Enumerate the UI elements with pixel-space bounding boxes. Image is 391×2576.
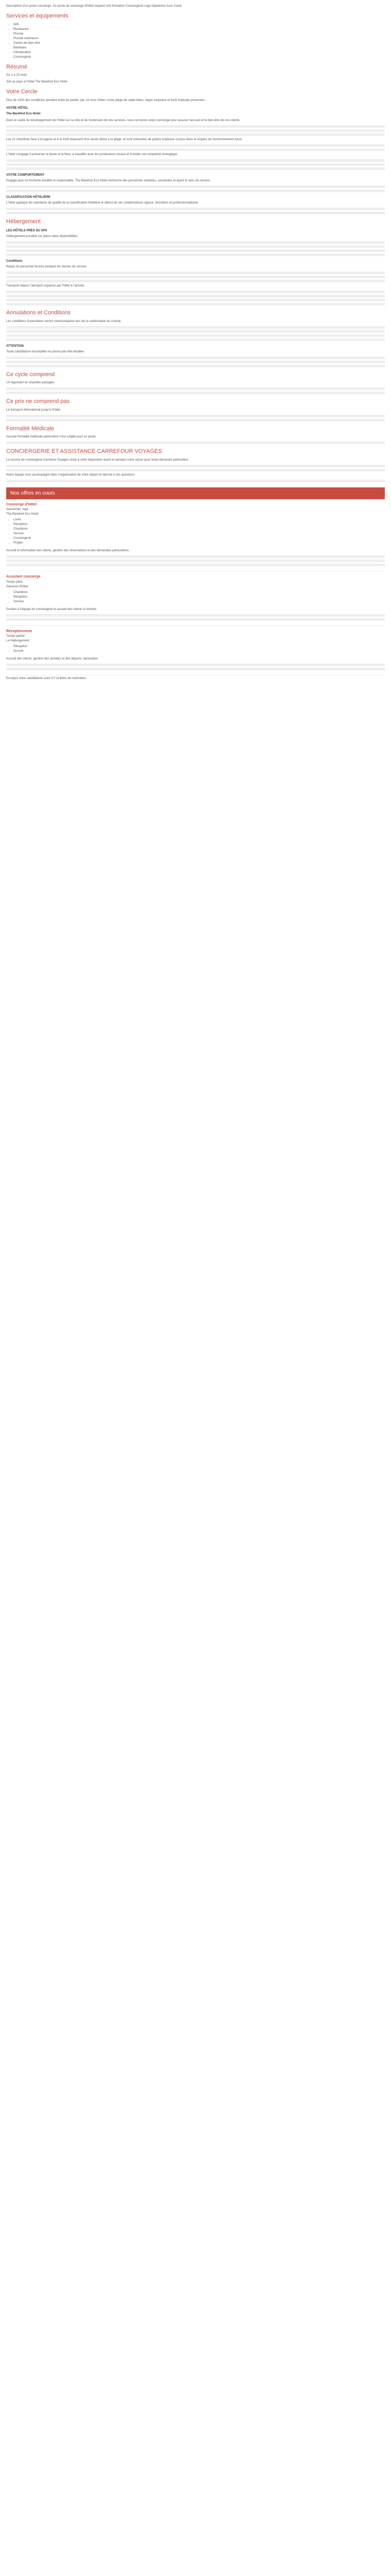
- cycle-title: Ce cycle comprend: [6, 371, 55, 378]
- job-card[interactable]: [6, 571, 385, 626]
- text-placeholder: [6, 334, 385, 337]
- text-placeholder: [6, 129, 385, 132]
- text-placeholder: [6, 330, 385, 333]
- text-placeholder: [6, 480, 385, 482]
- news-header: Nos offres en cours: [6, 487, 385, 499]
- list-item: • Service: [13, 600, 385, 604]
- text-placeholder: [6, 303, 385, 306]
- cercle-title: Votre Cercle: [6, 89, 38, 95]
- text-placeholder: [6, 465, 385, 467]
- list-item: • Climatisation: [13, 50, 385, 55]
- job-description: Accueil et information des clients, gestion des réservations et des demandes particulières.: [6, 549, 130, 552]
- text-placeholder: [6, 299, 385, 301]
- hebergement-line: Hébergement possible sur place selon disponibilités.: [6, 235, 78, 238]
- conciergerie-paragraph: Notre équipe vous accompagne dans l'organisation de votre départ et répond à vos questions.: [6, 473, 136, 477]
- job-location: Le Hébergement: [6, 639, 29, 642]
- text-placeholder: [6, 668, 385, 670]
- text-placeholder: [6, 664, 385, 666]
- text-placeholder: [6, 357, 385, 359]
- text-placeholder: [6, 326, 385, 329]
- list-item: • Chambres: [13, 527, 385, 532]
- job-location: The Barefoot Eco Hotel: [6, 513, 39, 516]
- job-title[interactable]: Concierge d'hôtel: [6, 502, 37, 506]
- text-placeholder: [6, 614, 385, 617]
- cycle-non-line: Le transport international jusqu'à l'hôtel.: [6, 408, 61, 412]
- hotel-paragraph: Les 12 chambres face à la lagune et à la forêt disposent d'un accès direct à la plage, et sont entourées de jardins tropicaux conçus dans le respect de l'environnement local.: [6, 138, 242, 141]
- text-placeholder: [6, 159, 385, 162]
- list-item: • Restaurant: [13, 27, 385, 32]
- hotel-title: VOTRE HÔTEL: [6, 106, 28, 110]
- text-placeholder: [6, 291, 385, 293]
- job-card[interactable]: [6, 626, 385, 676]
- comportement-title: VOTRE COMPORTEMENT: [6, 173, 45, 177]
- list-item: • Chambres: [13, 590, 385, 595]
- job-meta: Temps partiel: [6, 635, 25, 638]
- list-item: • Piscine: [13, 32, 385, 37]
- list-item: • Réception: [13, 522, 385, 527]
- job-title[interactable]: Assistant concierge: [6, 575, 41, 579]
- services-list: [6, 23, 385, 60]
- text-placeholder: [6, 361, 385, 363]
- list-item: • Centre de bien-être: [13, 41, 385, 46]
- text-placeholder: [6, 276, 385, 278]
- list-item: • Réception: [13, 595, 385, 600]
- text-placeholder: [6, 560, 385, 562]
- text-placeholder: [6, 245, 385, 248]
- page: [0, 0, 391, 693]
- text-placeholder: [6, 163, 385, 166]
- job-categories: [6, 590, 385, 604]
- job-description: Accueil des clients, gestion des arrivées et des départs, facturation.: [6, 657, 99, 660]
- job-meta: Saisonnier, logé: [6, 508, 28, 511]
- text-placeholder: [6, 185, 385, 188]
- job-meta: Temps plein: [6, 580, 23, 584]
- text-placeholder: [6, 167, 385, 170]
- text-placeholder: [6, 295, 385, 297]
- classification-paragraph: L'hôtel applique les standards de qualité de la classification hôtelière et attend de ses collaborateurs rigueur, discrétion et professionnalisme.: [6, 201, 199, 205]
- job-location: Gérance d'hôtel: [6, 585, 28, 588]
- list-item: • Conciergerie: [13, 55, 385, 60]
- list-item: • Accueil: [13, 649, 385, 654]
- list-item: • Réception: [13, 645, 385, 649]
- annulations-paragraph: Toute candidature incomplète ne pourra pas être étudiée.: [6, 350, 85, 353]
- text-placeholder: [6, 148, 385, 151]
- cercle-paragraph: Plus de 1000 des conditions pendant entre de partiel, par 13 mois l'hôtel, d'une plage de sable blanc, lagon turquoise et forêt tropicale préservée...: [6, 98, 207, 102]
- hotel-paragraph: L'hôtel s'engage à préserver la faune et la flore, à travailler avec les producteurs locaux et à limiter son empreinte écologique.: [6, 152, 178, 156]
- text-placeholder: [6, 144, 385, 147]
- resume-title: Résumé: [6, 63, 27, 70]
- job-card[interactable]: [6, 499, 385, 572]
- text-placeholder: [6, 125, 385, 128]
- text-placeholder: [6, 253, 385, 256]
- annulations-paragraph: Les conditions d'annulation seront communiquées lors de la confirmation du contrat.: [6, 319, 122, 323]
- text-placeholder: [6, 338, 385, 341]
- text-placeholder: [6, 133, 385, 136]
- text-placeholder: [6, 564, 385, 566]
- text-placeholder: [6, 280, 385, 282]
- services-title: Services et équipements: [6, 13, 69, 19]
- conciergerie-paragraph: Le service de conciergerie Carrefour Voyages reste à votre disposition avant et pendant votre séjour pour toute demande particulière.: [6, 458, 189, 462]
- hebergement-title: Hébergement: [6, 218, 41, 225]
- classification-title: CLASSIFICATION HÔTELIÈRE: [6, 195, 51, 199]
- formalite-title: Formalité Médicale: [6, 425, 54, 432]
- hebergement-paragraph: Repas du personnel fournis pendant les heures de service.: [6, 265, 87, 268]
- annulations-title: Annulations et Conditions: [6, 310, 71, 316]
- list-item: • Service: [13, 532, 385, 536]
- text-placeholder: [6, 415, 385, 417]
- list-item: • Livrer: [13, 518, 385, 522]
- conciergerie-title: CONCIERGERIE ET ASSISTANCE CARREFOUR VOYAGES: [6, 448, 162, 454]
- text-placeholder: [6, 392, 385, 394]
- text-placeholder: [6, 208, 385, 210]
- job-categories: [6, 645, 385, 654]
- formalite-paragraph: Aucune formalité médicale particulière n'est exigée pour ce poste.: [6, 435, 96, 438]
- list-item: • Conciergerie: [13, 536, 385, 541]
- hebergement-paragraph: Transport depuis l'aéroport organisé par l'hôtel à l'arrivée.: [6, 284, 85, 287]
- news-footer: Envoyez votre candidature avec CV et lettre de motivation.: [6, 677, 87, 680]
- job-categories: [6, 518, 385, 546]
- resume-line: Du 1 à 13 mois: [6, 74, 27, 77]
- job-title[interactable]: Réceptionniste: [6, 629, 32, 633]
- text-placeholder: [6, 442, 385, 444]
- list-item: • Wifi: [13, 23, 385, 27]
- list-item: • Projets: [13, 541, 385, 546]
- list-item: • Piscine extérieure: [13, 37, 385, 41]
- resume-line: Job au pays à l'hôtel The Barefoot Eco Hotel: [6, 80, 68, 83]
- comportement-paragraph: Engagé pour un tourisme durable et responsable, The Barefoot Eco Hotel recherche des personnes motivées, souriantes et ayant le sens du service.: [6, 179, 211, 182]
- text-placeholder: [6, 190, 385, 192]
- text-placeholder: [6, 241, 385, 244]
- text-placeholder: [6, 272, 385, 274]
- hotel-paragraph: Dans le cadre du développement de l'hôtel sur la côte et de l'extension de nos services, nous recrutons un(e) concierge pour assurer l'accueil et le bien-être de nos clients.: [6, 118, 241, 122]
- job-description: Soutien à l'équipe de conciergerie et accueil des clients à l'arrivée.: [6, 607, 97, 611]
- hebergement-subtitle: LES HÔTELS PRÈS DU SPA: [6, 229, 47, 232]
- text-placeholder: [6, 469, 385, 471]
- cycle-line: Un logement en chambre partagée.: [6, 381, 55, 384]
- hotel-name: The Barefoot Eco Hotel: [6, 112, 41, 115]
- attention-subtitle: ATTENTION: [6, 344, 24, 348]
- text-placeholder: [6, 387, 385, 390]
- list-item: • Balnéaire: [13, 46, 385, 50]
- text-placeholder: [6, 212, 385, 214]
- text-placeholder: [6, 365, 385, 367]
- text-placeholder: [6, 249, 385, 252]
- text-placeholder: [6, 419, 385, 421]
- text-placeholder: [6, 555, 385, 558]
- text-placeholder: [6, 618, 385, 621]
- cycle-non-title: Ce prix ne comprend pas: [6, 398, 70, 404]
- page-description: Description d'un poste concierge. Ce poste de concierge d'hôtel requiert une formation Concierge/et Legs tripadvisor Azur Carré.: [6, 5, 183, 8]
- conditions-subtitle: Conditions: [6, 260, 23, 263]
